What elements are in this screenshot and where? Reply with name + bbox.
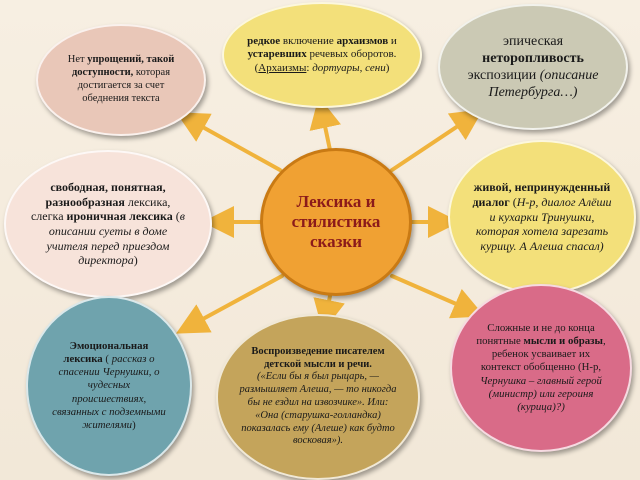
- arrow-top: [322, 112, 330, 150]
- bubble-live-dialogue: живой, непринужденный диалог (Н-р, диалог Алёши и кухарки Тринушки, которая хотела зарезать курицу. А Алеша спасал): [448, 140, 636, 294]
- bubble-free-lexicon: свободная, понятная, разнообразная лексика, слегка ироничная лексика (в описании суеты в доме учителя перед приездом директора): [4, 150, 212, 298]
- arrow-top-left: [190, 120, 280, 170]
- arrow-top-right: [392, 118, 470, 170]
- arrow-bottom-center: [326, 296, 330, 316]
- bubble-emotional-lexicon: Эмоциональная лексика ( рассказ о спасении Чернушки, о чудесных происшествиях, связанных с подземными жителями): [26, 296, 192, 476]
- arrow-bottom-left: [190, 276, 282, 326]
- bubble-epic-exposition: эпическая неторопливость экспозиции (описание Петербурга…): [438, 4, 628, 130]
- arrow-bottom-right: [392, 276, 470, 310]
- center-title: Лексика и стилистика сказки: [291, 191, 381, 252]
- bubble-no-simplification: Нет упрощений, такой доступности, которая достигается за счет обеднения текста: [36, 24, 206, 136]
- bubble-complex-images: Сложные и не до конца понятные мысли и образы, ребенок усваивает их контекст обобщенно (Н-р, Чернушка – главный герой (министр) или героиня (курица)?): [450, 284, 632, 452]
- text-bold: редкое: [247, 34, 281, 47]
- bubble-archaisms: редкое включение архаизмов и устаревших речевых оборотов. (Архаизмы: дортуары, сени): [222, 2, 422, 108]
- bubble-child-speech: Воспроизведение писателем детской мысли и речи. («Если бы я был рыцарь, — размышляет Алеша, — то никогда бы не ездил на извозчике». Или: «Она (старушка-голландка) показалась ему (Алеше) как будто восковая»).: [216, 314, 420, 480]
- center-topic: [260, 148, 412, 296]
